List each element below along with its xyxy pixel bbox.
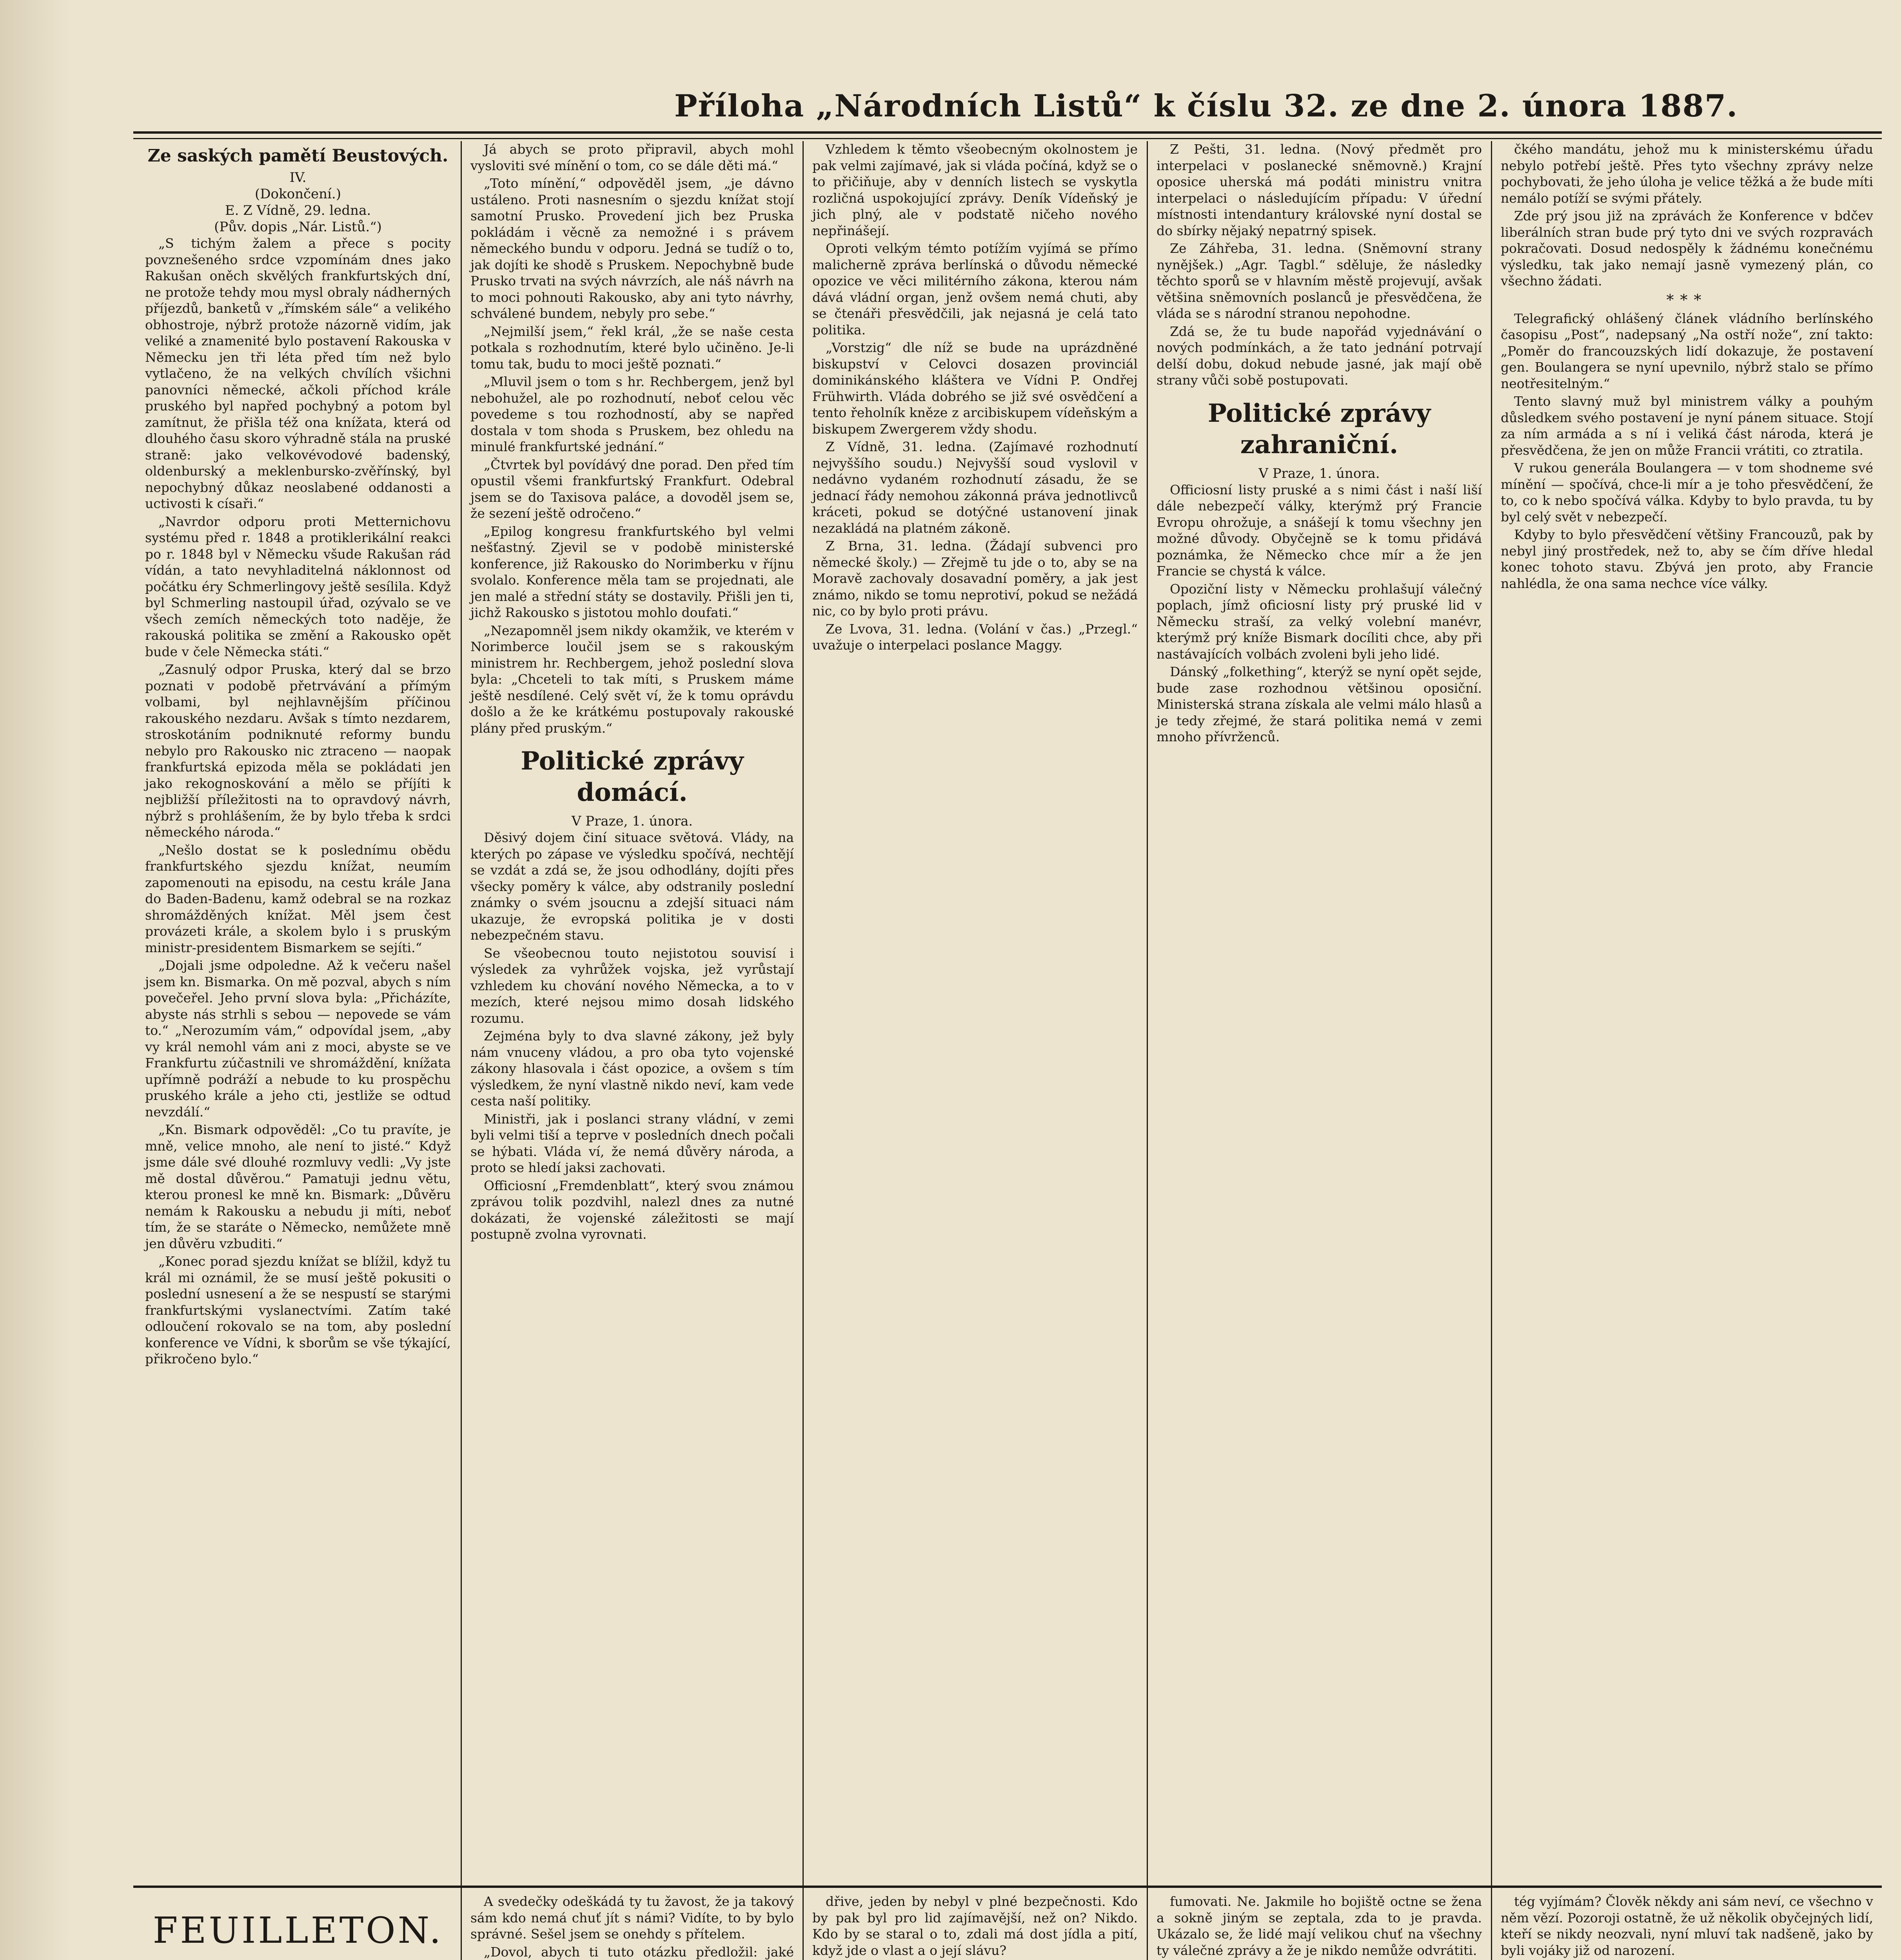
paragraph: „Mluvil jsem o tom s hr. Rechbergem, jenž byl nebohužel, ale po rozhodnutí, neboť celou věc povedeme s tou rozhodností, aby se napřed dostala v tom shoda s Pruskem, bez ohledu na minulé frankfurtské jednání.“: [470, 374, 794, 454]
paragraph: Ministři, jak i poslanci strany vládní, v zemi byli velmi tiší a teprve v posledních dnech počali se hýbati. Vláda ví, že nemá důvěry národa, a proto se hledí jaksi zachovati.: [470, 1111, 794, 1175]
feuilleton-column-1: [145, 1893, 451, 1960]
section-title: Politické zprávy domácí.: [521, 746, 744, 807]
column-rule: [1491, 141, 1492, 1960]
paragraph: „Kn. Bismark odpověděl: „Co tu pravíte, je mně, velice mnoho, ale není to jisté.“ Když jsme dále své dlouhé rozmluvy vedli: „Vy jste mě dostal důvěrou.“ Pamatuji jednu větu, kterou pronesl ke mně kn. Bismark: „Důvěru nemám k Rakousku a nebudu ji míti, neboť tím, že se staráte o Německo, nemůžete mně jen důvěru vzbuditi.“: [145, 1122, 451, 1251]
paragraph: čkého mandátu, jehož mu k ministerskému úřadu nebylo potřebí ještě. Přes tyto všechny zprávy nelze pochybovati, že jeho úloha je velice těžká a že bude míti nemálo potíží se svými přátely.: [1501, 142, 1873, 206]
paragraph: Oproti velkým témto potížím vyjímá se přímo malicherně zpráva berlínská o důvodu německé opozice ve věci militérního zákona, kterou nám dává vládní organ, jenž ovšem nemá chuti, aby se čtenáři přesvědčili, jak nejasná je celá tato politika.: [812, 241, 1138, 338]
paragraph: Zejména byly to dva slavné zákony, jež byly nám vnuceny vládou, a pro oba tyto vojenské zákony hlasovala i část opozice, a ovšem s tím výsledkem, že nyní vlastně nikdo neví, kam vede cesta naší politiky.: [470, 1028, 794, 1109]
masthead: [133, 84, 1882, 131]
paragraph: Zde prý jsou již na zprávách že Konference v bdčev liberálních stran bude prý tyto dni ve svých rozpravách pokračovati. Dosud nedospěly k žádnému konečnému výsledku, tak jako nemají jasně vymezený plán, co všechno žádati.: [1501, 208, 1873, 289]
feuilleton-column-2: [470, 1893, 794, 1960]
masthead-rule: [133, 131, 1882, 134]
paragraph: fumovati. Ne. Jakmile ho bojiště octne se žena a sokně jiným se zeptala, zda to je pravda. Ukázalo se, že lidé mají velikou chuť na všechny ty válečné zprávy a že je nikdo nemůže odvrátiti.: [1157, 1894, 1482, 1958]
paragraph: Tento slavný muž byl ministrem války a pouhým důsledkem svého postavení je nyní pánem situace. Stojí za ním armáda a s ní i veliká část národa, která je přesvědčena, že jen on může Francii vrátiti, co ztratila.: [1501, 394, 1873, 458]
page-edge: [0, 0, 71, 1960]
paragraph: Opoziční listy v Německu prohlašují válečný poplach, jímž oficiosní listy prý pruské lid v Německu straší, za velký volební manévr, kterýmž prý kníže Bismark docíliti chce, aby při nastávajících volbách zvoleni byli jeho lidé.: [1157, 581, 1482, 662]
supplement-title: Příloha „Národních Listů“ k číslu 32. ze dne 2. února 1887.: [674, 88, 1738, 124]
feuilleton-title: FEUILLETON.: [153, 1909, 443, 1951]
paragraph: „Epilog kongresu frankfurtského byl velmi nešťastný. Zjevil se v podobě ministerské konference, již Rakousko do Norimberku v říjnu svolalo. Konference měla tam se projednati, ale jen malé a střední státy se dostavily. Přišli jen ti, jichž Rakousko s jistotou mohlo doufati.“: [470, 523, 794, 620]
article-note: (Dokončení.): [255, 186, 341, 202]
section-dateline: V Praze, 1. února.: [571, 813, 693, 829]
feuilleton-divider: [133, 1886, 1882, 1888]
article-title: Ze saských pamětí Beustových.: [147, 146, 448, 166]
column-3: [812, 141, 1138, 655]
paragraph: „Dovol, abych ti tuto otázku předložil: jaké: [484, 1944, 794, 1960]
feuilleton-column-3: [812, 1893, 1138, 1960]
column-1: [145, 141, 451, 1369]
section-separator-stars: ***: [1666, 291, 1708, 309]
column-4: [1157, 141, 1482, 747]
paragraph: „Vorstzig“ dle níž se bude na uprázdněné biskupství v Celovci dosazen provinciál dominikánského kláštera ve Vídni P. Ondřej Frühwirth. Vláda dobrého se již své osvědčení a tento řeholník kněze z arcibiskupem vídeňským a biskupem Zwergerem vždy shodu.: [812, 340, 1138, 437]
paragraph: „Dojali jsme odpoledne. Až k večeru našel jsem kn. Bismarka. On mě pozval, abych s ním povečeřel. Jeho první slova byla: „Přicházíte, abyste nás strhli s sebou — nepovede se vám to.“ „Nerozumím vám,“ odpovídal jsem, „aby vy král nemohl vám ani z moci, abyste se ve Frankfurtu zúčastnili ve shromáždění, knížata upřímně podráží a nebude to ku prospěchu pruského krále a jeho cti, jestliže se odtud nevzdálí.“: [145, 958, 451, 1120]
paragraph: Dánský „folkething“, kterýž se nyní opět sejde, bude zase rozhodnou většinou oposiční. Ministerská strana získala ale velmi málo hlasů a je tedy zřejmé, že stará politika nemá v zemi mnoho přívrženců.: [1157, 664, 1482, 744]
paragraph: dřive, jeden by nebyl v plné bezpečnosti. Kdo by pak byl pro lid zajímavější, než on? Nikdo. Kdo by se staral o to, zdali má dost jídla a pití, když jde o vlast a o její slávu?: [812, 1894, 1138, 1958]
paragraph: „S tichým žalem a přece s pocity povznešeného srdce vzpomínám dnes jako Rakušan oněch skvělých frankfurtských dní, ne protože tehdy mou mysl obraly nádherných příjezdů, banketů v „římském sále“ a velikého obhostroje, nýbrž protože názorně vidím, jak veliké a znamenité bylo postavení Rakouska v Německu jen tři léta před tím než bylo vytlačeno, že na velkých chvílích všichni panovníci německé, ačkoli příchod krále pruského byl napřed pochybný a potom byl zamítnut, že přišla též ona knížata, která od dlouhého času skoro výhradně stála na pruské straně: jako velkovévodové badenský, oldenburský a meklenbursko-zvěřínský, byl nepochybný důkaz neoslabené oddanosti a uctivosti k císaři.“: [145, 236, 451, 511]
paragraph: Se všeobecnou touto nejistotou souvisí i výsledek za vyhrůžek vojska, jež vyrůstají vzhledem ku chování nového Německa, a to v mezích, které nejsou mimo dosah lidského rozumu.: [470, 945, 794, 1026]
paragraph: „Konec porad sjezdu knížat se blížil, když tu král mi oznámil, že se musí ještě pokusiti o poslední usnesení a že se nespustí se starými frankfurtskými vyslanectvími. Zatím také odloučení rokovalo se na tom, aby poslední konference ve Vídni, k sborům se vše týkající, přikročeno bylo.“: [145, 1254, 451, 1367]
paragraph: Telegrafický ohlášený článek vládního berlínského časopisu „Post“, nadepsaný „Na ostří nože“, zní takto: „Poměr do francouzských lidí dokazuje, že postavení gen. Boulangera se nyní upevnilo, nýbrž stalo se přímo neotřesitelným.“: [1501, 310, 1873, 391]
column-2: [470, 141, 794, 1244]
paragraph: „Čtvrtek byl povídávý dne porad. Den před tím opustil všemi frankfurtský Frankfurt. Odebral jsem se do Taxisova paláce, a dovoděl jsem se, že sezení ještě odročeno.“: [470, 457, 794, 521]
paragraph: A svedečky odeškádá ty tu žavost, že ja takový sám kdo nemá chuť jít s námi? Vidíte, to by bylo správné. Sešel jsem se onehdy s přítelem.: [470, 1894, 794, 1942]
column-rule: [803, 141, 804, 1960]
article-dateline: E. Z Vídně, 29. ledna.: [225, 203, 371, 218]
paragraph: „Navrdor odporu proti Metternichovu systému před r. 1848 a protiklerikální reakci po r. 1848 byl v Německu všude Rakušan rád vídán, a tato nevyhladitelná náklonnost od počátku éry Schmerlingovy ještě sesílila. Když byl Schmerling nastoupil úřad, ozývalo se ve všech zemích německých toto naděje, že rakouská politika se změní a Rakousko opět bude v čele Německa státi.“: [145, 514, 451, 659]
paragraph: „Nešlo dostat se k poslednímu obědu frankfurtského sjezdu knížat, neumím zapomenouti na episodu, na cestu krále Jana do Baden-Badenu, kamž odebral se na rozkaz shromážděných knížat. Měl jsem čest provázeti krále, a skolem bylo i s pruským ministr-presidentem Bismarkem se sejíti.“: [145, 842, 451, 955]
column-5: [1501, 141, 1873, 593]
paragraph: Ze Záhřeba, 31. ledna. (Sněmovní strany nynějšek.) „Agr. Tagbl.“ sděluje, že následky těchto sporů se v hlavním městě projevují, avšak většina sněmovních poslanců je přesvědčena, že vláda se s národní stranou nepohodne.: [1157, 241, 1482, 321]
paragraph: „Toto mínění,“ odpověděl jsem, „je dávno ustáleno. Proti nasnesním o sjezdu knížat stojí samotní Prusko. Provedení jich bez Pruska pokládám i věcně za nemožné i s právem německého bundu v odporu. Jedná se tudíž o to, jak dojíti ke shodě s Pruskem. Nepochybně bude Prusko trvati na svých návrzích, ale náš návrh na to moci pohnouti Rakousko, aby ani tyto návrhy, schválené bundem, nebyly pro sebe.“: [470, 176, 794, 321]
paragraph: Děsivý dojem činí situace světová. Vlády, na kterých po zápase ve výsledku spočívá, nechtějí se vzdát a zdá se, že jsou odhodlány, dojíti přes všecky poměry k válce, aby odstranily poslední známky o svém jsoucnu a zdejší situaci nám ukazuje, že evropská politika je v dosti nebezpečném stavu.: [470, 830, 794, 943]
column-rule: [461, 141, 462, 1960]
paragraph: tég vyjímám? Člověk někdy ani sám neví, ce všechno v něm vězí. Pozoroji ostatně, že už několik obyčejných lidí, kteří se nikdy neozvali, nyní mluví tak nadšeně, jako by byli vojáky již od narození.: [1501, 1894, 1873, 1958]
paragraph: Vzhledem k těmto všeobecným okolnostem je pak velmi zajímavé, jak si vláda počíná, když se o to přičiňuje, aby v denních listech se vyskytla rozličná uspokojující zprávy. Deník Vídeňský je jich plný, ale v podstatě ničeho nového nepřinášejí.: [812, 142, 1138, 238]
paragraph: „Nezapomněl jsem nikdy okamžik, ve kterém v Norimberce loučil jsem se s rakouským ministrem hr. Rechbergem, jehož poslední slova byla: „Chceteli to tak míti, s Pruskem máme ještě nesdílené. Celý svět ví, že k tomu oprávdu došlo a že ke krátkému postupovaly rakouské plány před pruským.“: [470, 622, 794, 736]
paragraph: „Zasnulý odpor Pruska, který dal se brzo poznati v podobě přetrvávání a přímým volbami, byl nejhlavnějším příčinou rakouského nezdaru. Avšak s tímto nezdarem, stroskotáním podniknuté reformy bundu nebylo pro Rakousko nic ztraceno — naopak frankfurtská epizoda měla se pokládati jen jako rekognoskování a mělo se příjíti k nejbližší příležitosti na to opravdový návrh, nýbrž s prohlášením, že by bylo třeba k srdci německého národa.“: [145, 662, 451, 840]
paragraph: Z Brna, 31. ledna. (Žádají subvenci pro německé školy.) — Zřejmě tu jde o to, aby se na Moravě zachovaly dosavadní poměry, a jak jest známo, nikdo se tomu neprotiví, pokud se nežádá nic, co by bylo proti právu.: [812, 538, 1138, 619]
article-source: (Pův. dopis „Nár. Listů.“): [214, 219, 382, 235]
paragraph: Z Pešti, 31. ledna. (Nový předmět pro interpelaci v poslanecké sněmovně.) Krajní oposice uherská má podáti ministru vnitra interpelaci o následujícím případu: V úřední místnosti intendantury královské nyní dostal se do sbírky nějaký nepatrný spisek.: [1157, 142, 1482, 238]
paragraph: Já abych se proto připravil, abych mohl vysloviti své mínění o tom, co se dále děti má.“: [470, 142, 794, 173]
article-part: IV.: [289, 170, 307, 185]
masthead-rule-thin: [133, 138, 1882, 139]
paragraph: Ze Lvova, 31. ledna. (Volání v čas.) „Przegl.“ uvažuje o interpelaci poslance Maggy.: [812, 621, 1138, 653]
section-dateline: V Praze, 1. února.: [1258, 465, 1380, 481]
paragraph: V rukou generála Boulangera — v tom shodneme své mínění — spočívá, chce-li mír a je toho přesvědčení, že to, co k nebo spočívá válka. Kdyby to bylo pravda, tu by byl celý svět v nebezpečí.: [1501, 460, 1873, 524]
paragraph: Kdyby to bylo přesvědčení většiny Francouzů, pak by nebyl jiný prostředek, než to, aby se čím dříve hledal konec tohoto stavu. Zbývá jen proto, aby Francie nahlédla, že ona sama nechce více války.: [1501, 527, 1873, 591]
paragraph: Z Vídně, 31. ledna. (Zajímavé rozhodnutí nejvyššího soudu.) Nejvyšší soud vyslovil v nedávno vydaném rozhodnutí zásadu, že se jednací řády nemohou zákonná práva jednotlivců kráceti, pokud se dotýčné ustanovení jinak nezakládá na platném zákoně.: [812, 439, 1138, 536]
feuilleton-column-4: [1157, 1893, 1482, 1960]
column-rule: [1147, 141, 1148, 1960]
section-title: Politické zprávy zahraniční.: [1207, 398, 1431, 459]
feuilleton-column-5: [1501, 1893, 1873, 1960]
paragraph: Zdá se, že tu bude napořád vyjednávání o nových podmínkách, a že tato jednání potrvají delší dobu, dokud nebude jasné, jak mají obě strany vůči sobě postupovati.: [1157, 323, 1482, 388]
paragraph: Officiosní „Fremdenblatt“, který svou známou zprávou tolik pozdvihl, nalezl dnes za nutné dokázati, že vojenské záležitosti se mají postupně zvolna vyrovnati.: [470, 1178, 794, 1242]
paragraph: „Nejmilší jsem,“ řekl král, „že se naše cesta potkala s rozhodnutím, které bylo učiněno. Je-li tomu tak, budu to moci ještě poznati.“: [470, 323, 794, 372]
paragraph: Officiosní listy pruské a s nimi část i naší liší dále nebezpečí války, kterýmž prý Francie Evropu ohrožuje, a snášejí k tomu všechny jen možné důvody. Obyčejně se k tomu přidává poznámka, že Německo chce mír a že jen Francie se chystá k válce.: [1157, 482, 1482, 579]
